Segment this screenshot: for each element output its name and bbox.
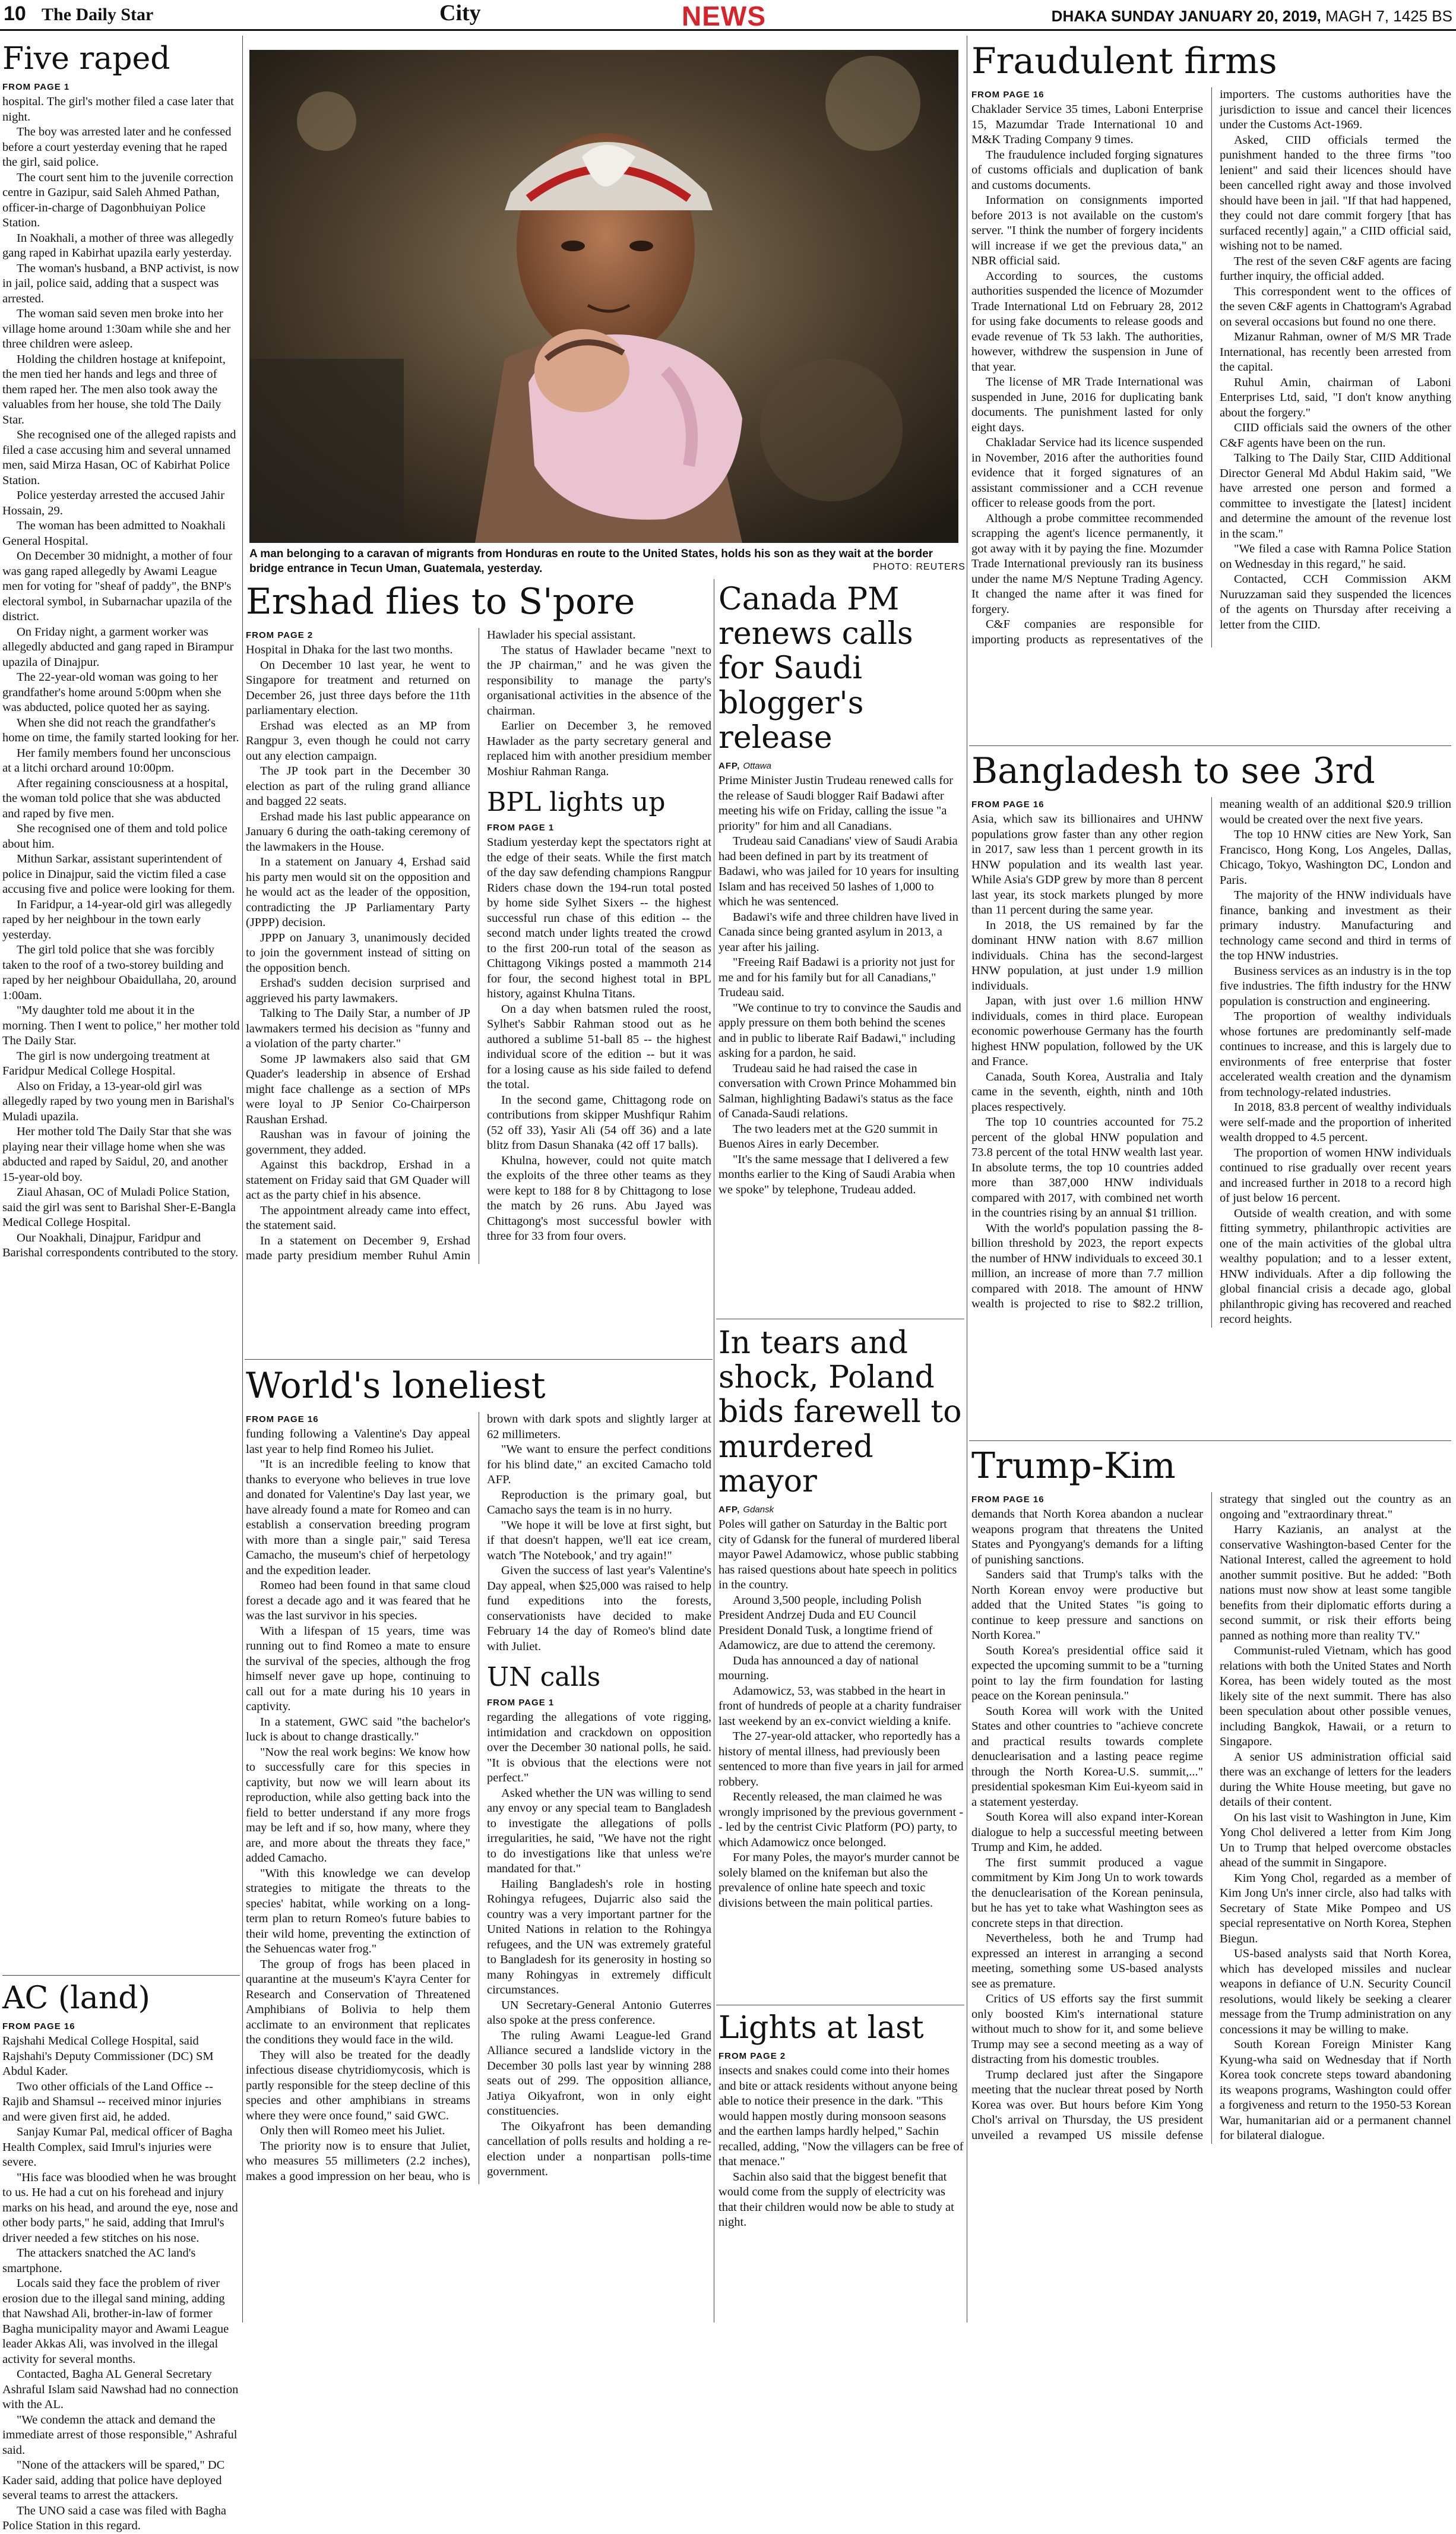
news-photo: [249, 50, 958, 543]
paragraph: The rest of the seven C&F agents are facing further inquiry, the official added.: [1220, 254, 1451, 283]
paragraph: Communist-ruled Vietnam, which has good relations with both the United States and North Korea, has been widely touted as the most likely site of the next summit. There has also been speculation about other possible venues, including Bangkok, Hawaii, or a return to Singapore.: [1220, 1644, 1451, 1749]
paragraph: The top 10 countries accounted for 75.2 percent of the global HNW population and 73.8 percent of the total HNW wealth last year. In absolute terms, the top 10 countries added more than 387,000 HNW individuals compared with 2017, with combined net worth in the countries rising by an annual $1 trillion.: [971, 1116, 1203, 1220]
paragraph: Two other officials of the Land Office -- Rajib and Shamsul -- received minor injuries and were given first aid, he added.: [2, 2080, 221, 2124]
story-ac-land: [2, 1980, 240, 2533]
photo-credit: PHOTO: REUTERS: [873, 562, 966, 572]
paragraph: Against this backdrop, Ershad in a statement on Friday said that GM Quader will act as the party chief in his absence.: [246, 1158, 470, 1202]
paragraph: The priority now is to ensure that Juliet, who measures 55 millimeters (2.2 inches), makes a good impression on her beau, who is brown with dark spots and slightly larger at 62 millimeters.: [246, 1413, 711, 2183]
paragraph: On December 30 midnight, a mother of four was gang raped allegedly by Awami League men for voting for "sheaf of paddy", the BNP's electoral symbol, in Subarnachar upazila of the district.: [2, 549, 233, 624]
paragraph: In Faridpur, a 14-year-old girl was allegedly raped by her neighbour in the town early yesterday.: [2, 898, 232, 941]
paragraph: Trudeau said Canadians' view of Saudi Arabia had been defined in part by its treatment of Badawi, who was jailed for 10 years for insulting Islam and has received 50 lashes of 1,000 to which he was sentenced.: [718, 835, 959, 909]
paragraph: Sanders said that Trump's talks with the North Korean envoy were productive but added that the United States "is going to continue to keep pressure and sanctions on North Korea.": [971, 1568, 1203, 1642]
paragraph: "We filed a case with Ramna Police Station on Wednesday in this regard," he said.: [1220, 542, 1451, 571]
paragraph: The JP took part in the December 30 election as part of the ruling grand alliance and bagged 22 seats.: [246, 764, 470, 808]
column-rule: [242, 36, 243, 2323]
paragraph: Although a probe committee recommended scrapping the agent's licence permanently, it got away with it by paying the fine. Mozumder Trade International previously ran its business under the name M/S Neptune Trading Agency. It changed the name after it was fined for forgery.: [971, 511, 1203, 616]
headline: Canada PM renews calls for Saudi blogger's release: [718, 582, 913, 756]
paragraph: A senior US administration official said there was an exchange of letters for the leaders during the White House meeting, but gave no details of their content.: [1220, 1750, 1451, 1809]
paragraph: Romeo had been found in that same cloud forest a decade ago and it was feared that he was the last survivor in his species.: [246, 1579, 470, 1623]
paragraph: In 2018, the US remained by far the dominant HNW nation with 8.67 million individuals. China has the second-largest HNW population, at just under 1.9 million individuals.: [971, 918, 1203, 993]
headline-un-calls: UN calls: [487, 1662, 601, 1693]
paragraph: According to sources, the customs authorities suspended the licence of Mozumder Trade International Ltd on February 28, 2012 for using fake documents to release goods and evade revenue of Tk 53 lakh. The authorities, however, withdrew the suspension in June of that year.: [971, 269, 1203, 374]
source-agency: AFP,: [718, 1505, 740, 1515]
dateline-main: DHAKA SUNDAY JANUARY 20, 2019,: [1051, 7, 1321, 25]
paragraph: Adamowicz, 53, was stabbed in the heart in front of hundreds of people at a charity fundraiser last weekend by an ex-convict wielding a knife.: [718, 1684, 961, 1728]
headline: Ershad flies to S'pore: [246, 581, 635, 623]
paragraph: demands that North Korea abandon a nuclear weapons program that threatens the United States and Pyongyang's demands for a lifting of punishing sanctions.: [971, 1508, 1203, 1566]
paragraph: Hailing Bangladesh's role in hosting Rohingya refugees, Dujarric also said the country was a very important partner for the United Nations in relation to the Rohingya refugees, and the UN was extremely grateful to Bangladesh for its generosity in hosting so many Rohingyas in extremely difficult circumstances.: [487, 1877, 711, 1997]
paragraph: Japan, with just over 1.6 million HNW individuals, comes in third place. European economic powerhouse Germany has the fourth highest HNW population, followed by the UK and France.: [971, 994, 1203, 1069]
paragraph: "My daughter told me about it in the morning. Then I went to police," her mother told The Daily Star.: [2, 1004, 240, 1048]
paragraph: Around 3,500 people, including Polish President Andrzej Duda and EU Council President Donald Tusk, a longtime friend of Adamowicz, are due to attend the ceremony.: [718, 1593, 936, 1653]
paragraph: In Noakhali, a mother of three was allegedly gang raped in Kabirhat upazila early yesterday.: [2, 231, 234, 260]
paragraph: The court sent him to the juvenile correction centre in Gazipur, said Saleh Ahmed Pathan, officer-in-charge of Dagonbhuiyan Police Station.: [2, 170, 233, 230]
paragraph: Critics of US efforts say the first summit only boosted Kim's international stature without much to show for it, and some believe Trump may see a second meeting as a way of distracting from his domestic troubles.: [971, 1992, 1203, 2067]
paragraph: insects and snakes could come into their homes and bite or attack residents without anyone being able to notice their presence in the dark. "This would happen mostly during monsoon seasons and the earthen lamps hardly helped," Sachin recalled, adding, "Now the villagers can be free of that menace.": [718, 2064, 964, 2169]
paragraph: Badawi's wife and three children have lived in Canada since being granted asylum in 2013, a year after his jailing.: [718, 910, 958, 954]
paragraph: After regaining consciousness at a hospital, the woman told police that she was abducted and raped by five men.: [2, 776, 229, 820]
page-number: 10: [4, 2, 26, 25]
paragraph: South Korea's presidential office said it expected the upcoming summit to be a "turning point to lay the firm foundation for lasting peace on the Korean peninsula.": [971, 1644, 1203, 1703]
story-body-un-calls: [487, 1710, 711, 2180]
section-rule: [969, 1440, 1451, 1441]
paragraph: Ershad's sudden decision surprised and aggrieved his party lawmakers.: [246, 977, 470, 1005]
paragraph: Harry Kazianis, an analyst at the conservative Washington-based Center for the National Interest, called the agreement to hold another summit positive. But he added: "Both nations must now show at least some tangible benefits from their diplomatic efforts during a second summit, or risk their efforts being panned as nothing more than reality TV.": [1220, 1523, 1451, 1642]
paragraph: The majority of the HNW individuals have finance, banking and investment as their primary industry. Manufacturing and technology came second and third in terms of the top HNW industries.: [1220, 889, 1451, 963]
paragraph: The proportion of wealthy individuals whose fortunes are predominantly self-made continues to increase, and this is largely due to environments of free enterprise that foster accelerated wealth creation and the dynamism from technology-related industries.: [1220, 1010, 1451, 1099]
paragraph: JPPP on January 3, unanimously decided to join the government instead of sitting on the opposition bench.: [246, 931, 470, 975]
paragraph: "Now the real work begins: We know how to successfully care for this species in captivity, but now we will learn about its reproduction, while also getting back into the field to better understand if any more frogs may be left and if so, how many, where they are, and more about the threats they face," added Camacho.: [246, 1745, 470, 1865]
section-rule: [969, 745, 1451, 746]
paragraph: Asked whether the UN was willing to send any envoy or any special team to Bangladesh to investigate the allegations of polls irregularities, he said, "We have not the right to do investigations like that unless we're mandated for that.": [487, 1786, 711, 1876]
source-place: Ottawa: [743, 761, 771, 772]
paragraph: Chaklader Service 35 times, Laboni Enterprise 15, Mazumdar Trade International 10 and M&K Trading Company 9 times.: [971, 103, 1203, 147]
paragraph: The two leaders met at the G20 summit in Buenos Aires in early December.: [718, 1122, 938, 1151]
paragraph: On Friday night, a garment worker was allegedly abducted and gang raped in Birampur upazila of Dinajpur.: [2, 625, 234, 669]
section-label: NEWS: [682, 1, 766, 31]
story-source: [718, 1505, 964, 1515]
story-worlds-loneliest: [246, 1366, 711, 2324]
paragraph: The proportion of women HNW individuals continued to rise gradually over recent years and increased further in 2018 to a record high of just below 16 percent.: [1220, 1146, 1451, 1205]
paragraph: Given the success of last year's Valentine's Day appeal, when $25,000 was raised to help fund expeditions into the forests, conservationists have decided to make February 14 the day of Romeo's blind date with Juliet.: [487, 1564, 711, 1653]
paragraph: "Freeing Raif Badawi is a priority not just for me and for his family but for all Canadians," Trudeau said.: [718, 956, 955, 1000]
paragraph: The 22-year-old woman was going to her grandfather's home around 5:00pm when she was abducted, police quoted her as saying.: [2, 671, 221, 715]
paragraph: Recently released, the man claimed he was wrongly imprisoned by the previous government -- led by the centrist Civic Platform (PO) party, to which Adamowicz once belonged.: [718, 1790, 964, 1849]
paragraph: Talking to The Daily Star, CIID Additional Director General Md Abdul Hakim said, "We have arrested one person and formed a committee to investigate the [latest] incident and determine the amount of the revenue lost in the scam.": [1220, 451, 1451, 541]
paragraph: Kim Yong Chol, regarded as a member of Kim Jong Un's inner circle, also had talks with Secretary of State Mike Pompeo and US special representative on North Korea, Stephen Biegun.: [1220, 1871, 1451, 1945]
paragraph: Hospital in Dhaka for the last two months.: [246, 643, 453, 657]
paragraph: The license of MR Trade International was suspended in June, 2016 for duplicating bank documents. The punishment lasted for only eight days.: [971, 375, 1203, 434]
headline-bpl: BPL lights up: [487, 787, 666, 818]
paragraph: Ershad was elected as an MP from Rangpur 3, even though he could not carry out any election campaign.: [246, 719, 470, 763]
story-body: [718, 1517, 964, 1911]
paragraph: The top 10 HNW cities are New York, San Francisco, Hong Kong, Los Angeles, Dallas, Chicago, Tokyo, Washington DC, London and Paris.: [1220, 828, 1451, 887]
paragraph: funding following a Valentine's Day appeal last year to help find Romeo his Juliet.: [246, 1427, 470, 1456]
story-body-bpl: [487, 835, 711, 1244]
paragraph: On a day when batsmen ruled the roost, Sylhet's Sabbir Rahman stood out as he authored a sublime 51-ball 85 -- the highest individual score of the edition -- but it was for a losing cause as his side failed to defend the total.: [487, 1002, 711, 1092]
paragraph: The status of Hawlader became "next to the JP chairman," and he was given the responsibility to manage the party's organisational activities in the absence of the chairman.: [487, 643, 711, 718]
paragraph: Chakladar Service had its licence suspended in November, 2016 after the authorities found evidence that it forged signatures of an assistant commissioner and a CCH revenue officer to release goods from the port.: [971, 436, 1203, 510]
paragraph: The girl told police that she was forcibly taken to the roof of a two-storey building and raped by her neighbour Obaidullaha, 20, around 1:00am.: [2, 943, 236, 1002]
paragraph: Ershad made his last public appearance on January 6 during the oath-taking ceremony of the lawmakers in the House.: [246, 810, 470, 854]
story-source: FROM PAGE 16: [246, 1414, 319, 1425]
paragraph: Some JP lawmakers also said that GM Quader's leadership in absence of Ershad might face challenge as a section of MPs were loyal to JP Senior Co-Chairperson Raushan Ershad.: [246, 1052, 470, 1126]
paragraph: Sanjay Kumar Pal, medical officer of Bagha Health Complex, said Imrul's injuries were severe.: [2, 2125, 233, 2169]
source-agency: AFP,: [718, 761, 740, 772]
paragraph: "We hope it will be love at first sight, but if that doesn't happen, we'll eat ice cream, watch 'The Notebook,' and try again!": [487, 1518, 711, 1562]
paragraph: Khulna, however, could not quite match the exploits of the three other teams as they were kept to 188 for 8 by Chittagong to lose the match by 26 runs. Abu Jayed was Chittagong's most successful bowler with three for 33 from four overs.: [487, 1154, 711, 1243]
paragraph: Earlier on December 3, he removed Hawlader as the party secretary general and replaced him with another presidium member Moshiur Rahman Ranga.: [487, 719, 711, 778]
paragraph: They will also be treated for the deadly infectious disease chytridiomycosis, which is partly responsible for the steep decline of this species and other amphibians in streams where they were once found," said GWC.: [246, 2048, 470, 2122]
paragraph: US-based analysts said that North Korea, which has developed missiles and nuclear weapons in defiance of U.N. Security Council resolutions, would likely be seeking a clearer message from the Trump administration on any concessions it may be willing to make.: [1220, 1947, 1451, 2036]
headline: AC (land): [2, 1980, 150, 2016]
paragraph: Locals said they face the problem of river erosion due to the illegal sand mining, adding that Nawshad Ali, brother-in-law of former Bagha municipality mayor and Awami League leader Akkas Ali, was involved in the illegal activity for several months.: [2, 2277, 229, 2366]
headline: Five raped: [2, 41, 170, 77]
section-name: City: [439, 1, 481, 26]
headline: World's loneliest: [246, 1365, 546, 1407]
paragraph: Canada, South Korea, Australia and Italy came in the seventh, eighth, ninth and 10th places respectively.: [971, 1070, 1203, 1114]
paragraph: For many Poles, the mayor's murder cannot be solely blamed on the knifeman but also the prevalence of online hate speech and toxic divisions between the main political parties.: [718, 1851, 960, 1910]
paragraph: Prime Minister Justin Trudeau renewed calls for the release of Saudi blogger Raif Badawi after meeting his wife on Friday, calling the issue "a priority" for him and all Canadians.: [718, 774, 954, 833]
paragraph: hospital. The girl's mother filed a case later that night.: [2, 95, 234, 124]
paragraph: Ruhul Amin, chairman of Laboni Enterprises Ltd, said, "I don't know anything about the forgery.": [1220, 375, 1451, 419]
headline: Bangladesh to see 3rd: [971, 750, 1375, 792]
paragraph: She recognised one of the alleged rapists and filed a case accusing him and several unnamed men, said Mirza Hasan, OC of Kabirhat Police Station.: [2, 428, 236, 487]
paragraph: Mizanur Rahman, owner of M/S MR Trade International, has recently been arrested from the capital.: [1220, 330, 1451, 374]
paragraph: In 2018, 83.8 percent of wealthy individuals were self-made and the proportion of inherited wealth dropped to 4.5 percent.: [1220, 1101, 1451, 1145]
paragraph: "We condemn the attack and demand the immediate arrest of those responsible," Ashraful said.: [2, 2413, 238, 2457]
paragraph: Outside of wealth creation, and with some fitting symmetry, philanthropic activities are one of the main activities of the global ultra wealthy population; and to a lesser extent, HNW individuals. After a dip following the global financial crisis a decade ago, global philanthropic giving has recovered and reached record heights.: [1220, 1206, 1451, 1326]
paragraph: She recognised one of them and told police about him.: [2, 822, 227, 851]
paragraph: In a statement on January 4, Ershad said his party men would sit on the opposition and he would act as the leader of the opposition, contradicting the JP Parliamentary Party (JPPP) decision.: [246, 855, 470, 930]
paragraph: Talking to The Daily Star, a number of JP lawmakers termed his decision as "funny and a violation of the party charter.": [246, 1007, 470, 1051]
paragraph: Contacted, CCH Commission AKM Nuruzzaman said they suspended the licences of the agents on Thursday after receiving a letter from the CIID.: [1220, 573, 1451, 631]
story-body: [718, 2064, 964, 2230]
paragraph: In a statement on December 9, Ershad made party presidium member Ruhul Amin Hawlader his special assistant.: [246, 628, 636, 1263]
source-place: Gdansk: [743, 1505, 774, 1515]
paragraph: "It is an incredible feeling to know that thanks to everyone who believes in true love and donated for Valentine's Day last year, we have already found a mate for Romeo and can establish a conservation breeding program with more than a single pair," said Teresa Camacho, the museum's chief of herpetology and the expedition leader.: [246, 1458, 470, 1577]
headline: Trump-Kim: [971, 1445, 1176, 1487]
story-body: [718, 773, 964, 1198]
headline: Lights at last: [718, 2010, 924, 2046]
story-source: FROM PAGE 16: [2, 2021, 75, 2032]
paragraph: The woman's husband, a BNP activist, is now in jail, police said, adding that a suspect was arrested.: [2, 261, 239, 305]
paragraph: The girl is now undergoing treatment at Faridpur Medical College Hospital.: [2, 1049, 210, 1078]
paragraph: "With this knowledge we can develop strategies to mitigate the threats to the species' habitat, while working on a long-term plan to return Romeo's future babies to their wild home, preventing the extinction of the Sehuencas water frog.": [246, 1866, 470, 1956]
story-body: [2, 2034, 240, 2534]
paragraph: Rajshahi Medical College Hospital, said Rajshahi's Deputy Commissioner (DC) SM Abdul Kader.: [2, 2034, 214, 2078]
photo-caption: A man belonging to a caravan of migrants from Honduras en route to the United States, holds his son as they wait at the border bridge entrance in Tecun Uman, Guatemala, yesterday.: [249, 548, 933, 575]
paragraph: Only then will Romeo meet his Juliet.: [260, 2124, 445, 2138]
headline: In tears and shock, Poland bids farewell to murdered mayor: [718, 1325, 962, 1499]
story-source: FROM PAGE 16: [971, 1495, 1044, 1505]
paragraph: Raushan was in favour of joining the government, they added.: [246, 1128, 470, 1157]
story-source: FROM PAGE 16: [971, 800, 1044, 810]
paragraph: The woman said seven men broke into her village home around 1:30am while she and her three children were asleep.: [2, 307, 231, 351]
paragraph: The ruling Awami League-led Grand Alliance secured a landslide victory in the December 30 polls last year by winning 288 seats out of 299. The opposition alliance, Jatiya Oikyafront, won in only eight constituencies.: [487, 2029, 711, 2118]
paragraph: The attackers snatched the AC land's smartphone.: [2, 2247, 196, 2275]
paragraph: This correspondent went to the offices of the seven C&F agents in Chattogram's Agrabad on several occasions but found no one there.: [1220, 285, 1451, 328]
paragraph: Reproduction is the primary goal, but Camacho says the team is in no hurry.: [487, 1488, 711, 1517]
story-source: FROM PAGE 2: [718, 2051, 786, 2062]
masthead: [0, 0, 1456, 31]
paragraph: Sachin also said that the biggest benefit that would come from the supply of electricity was that their children would now be able to study at night.: [718, 2170, 954, 2229]
story-source: FROM PAGE 1: [2, 82, 70, 93]
dateline-bangla: MAGH 7, 1425 BS: [1325, 7, 1452, 25]
paragraph: Ziaul Ahasan, OC of Muladi Police Station, said the girl was sent to Barishal Sher-E-Bangla Medical College Hospital.: [2, 1186, 236, 1230]
paragraph: The boy was arrested later and he confessed before a court yesterday evening that he raped the girl, said police.: [2, 125, 232, 169]
paragraph: Trump declared just after the Singapore meeting that the nuclear threat posed by North Korea was over. But hours before Kim Yong Chol's arrival on Thursday, the US president unveiled a revamped US missile defense strategy that singled out the country as an ongoing and "extraordinary threat.": [971, 1493, 1451, 2142]
story-body: [971, 87, 1451, 647]
paragraph: South Korea will work with the United States and other countries to "achieve concrete and practical results towards complete denuclearisation and a lasting peace regime through the North Korea-U.S. summit,..." presidential spokesman Kim Eui-kyeom said in a statement yesterday.: [971, 1704, 1203, 1809]
dateline: [1052, 7, 1452, 26]
story-body: [971, 1492, 1451, 2144]
paper-name: The Daily Star: [42, 5, 154, 24]
story-source: FROM PAGE 16: [971, 90, 1044, 100]
paragraph: Our Noakhali, Dinajpur, Faridpur and Barishal correspondents contributed to the story.: [2, 1231, 239, 1260]
paragraph: When she did not reach the grandfather's home on time, the family started looking for her.: [2, 716, 239, 745]
story-body: [971, 797, 1451, 1328]
paragraph: With the world's population passing the 8-billion threshold by 2023, the report expects the number of HNW individuals to exceed 30.1 million, an increase of more than 7.7 million compared with 2018. The amount of HNW wealth is projected to rise to $82.2 trillion, meaning wealth of an additional $20.9 trillion would be created over the next five years.: [971, 798, 1451, 1311]
paragraph: "His face was bloodied when he was brought to us. He had a cut on his forehead and injury marks on his head, and around the eye, nose and other body parts," he said, adding that Imrul's driver needed a few stitches on his nose.: [2, 2170, 238, 2245]
story-ershad: [246, 582, 711, 1354]
paragraph: "We want to ensure the perfect conditions for his blind date," an excited Camacho told AFP.: [487, 1443, 711, 1487]
paragraph: The fraudulence included forging signatures of customs officials and duplication of bank and customs documents.: [971, 148, 1203, 192]
paragraph: The first summit produced a vague commitment by Kim Jong Un to work towards the denuclearisation of the Korean peninsula, but he has yet to take what Washington sees as concrete steps in that direction.: [971, 1856, 1203, 1930]
paragraph: The group of frogs has been placed in quarantine at the museum's K'ayra Center for Research and Conservation of Threatened Amphibians of Bolivia to help them acclimate to an environment that replicates the conditions they would face in the wild.: [246, 1957, 470, 2047]
paragraph: Her mother told The Daily Star that she was playing near their village home when she was abducted and raped by Saidul, 20, and another 15-year-old boy.: [2, 1125, 232, 1184]
paragraph: The 27-year-old attacker, who reportedly has a history of mental illness, had previously been sentenced to more than five years in jail for armed robbery.: [718, 1730, 964, 1789]
story-body: [2, 94, 240, 1261]
paragraph: UN Secretary-General Antonio Guterres also spoke at the press conference.: [487, 1998, 711, 2027]
paragraph: Holding the children hostage at knifepoint, the men tied her hands and legs and three of them raped her. The men also took away the valuables from her house, she told The Daily Star.: [2, 352, 226, 426]
story-five-raped: [2, 42, 240, 1972]
paragraph: On his last visit to Washington in June, Kim Yong Chol delivered a letter from Kim Jong Un to Trump that helped overcome obstacles ahead of the summit in Singapore.: [1220, 1811, 1451, 1870]
paragraph: "We continue to try to convince the Saudis and apply pressure on them both behind the scenes and in public to liberate Raif Badawi," including asking for a pardon, he said.: [718, 1001, 961, 1060]
story-source: [718, 761, 964, 771]
migrant-father-son-image: [249, 50, 958, 543]
paragraph: Asia, which saw its billionaires and UHNW populations grow faster than any other region in 2017, saw less than 1 percent growth in its HNW population and its wealth last year. While Asia's GDP grew by more than 8 percent last year, its stock markets plunged by more than 11 percent during the same year.: [971, 813, 1203, 917]
paragraph: "It's the same message that I delivered a few months earlier to the King of Saudi Arabia when we spoke" by telephone, Trudeau added.: [718, 1152, 955, 1196]
section-rule: [245, 1359, 713, 1360]
paragraph: Trudeau said he had raised the case in conversation with Crown Prince Mohammed bin Salman, highlighting Badawi's status as the face of Canada-Saudi relations.: [718, 1061, 957, 1121]
section-rule: [2, 1975, 240, 1976]
story-source: FROM PAGE 1: [487, 1698, 555, 1708]
paragraph: Mithun Sarkar, assistant superintendent of police in Dinajpur, said the victim filed a case accusing five and police were looking for them.: [2, 852, 235, 896]
paragraph: Duda has announced a day of national mourning.: [718, 1654, 919, 1683]
paragraph: Asked, CIID officials termed the punishment handed to the three firms "too lenient" and said their licences should have been cancelled right away and those involved should have been in jail. "If that had happened, they could not dare commit forgery [that has surfaced recently] again," a CIID official said, wishing not to be named.: [1220, 133, 1451, 253]
paragraph: The UNO said a case was filed with Bagha Police Station in this regard.: [2, 2504, 226, 2533]
paragraph: Stadium yesterday kept the spectators right at the edge of their seats. While the first match of the day saw defending champions Rangpur Riders chase down the 194-run total posted by home side Sylhet Sixers -- the highest successful run chase of this edition -- the second match under lights treated the crowd to the first 200-run total of the season as Chittagong Vikings posted a mammoth 214 for four, the second highest total in BPL history, against Khulna Titans.: [487, 836, 711, 1001]
paragraph: C&F companies are responsible for importing products as representatives of the importers. The customs authorities have the jurisdiction to issue and cancel their licences under the Customs Act-1969.: [971, 88, 1451, 646]
story-trump-kim: [971, 1446, 1451, 2324]
paragraph: Police yesterday arrested the accused Jahir Hossain, 29.: [2, 489, 225, 517]
story-poland-mayor: [718, 1326, 964, 2002]
paragraph: Nevertheless, both he and Trump had expressed an interest in arranging a second meeting, something some US-based analysts see as premature.: [971, 1932, 1203, 1990]
headline: Fraudulent firms: [971, 40, 1277, 82]
paragraph: On December 10 last year, he went to Singapore for treatment and returned on December 26, just three days before the 11th parliamentary election.: [246, 658, 470, 718]
paragraph: CIID officials said the owners of the other C&F agents have been on the run.: [1220, 421, 1451, 450]
story-source: FROM PAGE 2: [246, 630, 314, 641]
story-lights-at-last: [718, 2011, 964, 2324]
paragraph: South Korean Foreign Minister Kang Kyung-wha said on Wednesday that if North Korea took concrete steps toward abandoning its weapons programs, Washington could offer a forgiveness and return to the 1950-53 Korean War, humanitarian aid or a permanent channel for bilateral dialogue.: [1220, 2038, 1451, 2143]
paragraph: The woman has been admitted to Noakhali General Hospital.: [2, 519, 226, 548]
paragraph: In the second game, Chittagong rode on contributions from skipper Mushfiqur Rahim (52 off 33), Yasir Ali (54 off 36) and a late blitz from Dasun Shanaka (42 off 17 balls).: [487, 1093, 711, 1152]
paragraph: The Oikyafront has been demanding cancellation of polls results and holding a re-election under a nonpartisan polls-time government.: [487, 2119, 711, 2179]
story-source: FROM PAGE 1: [487, 823, 555, 833]
paragraph: Business services as an industry is in the top five industries. The fifth industry for the HNW population is construction and engineering.: [1220, 964, 1451, 1008]
paragraph: In a statement, GWC said "the bachelor's luck is about to change drastically.": [246, 1715, 470, 1744]
story-bangladesh-3rd: [971, 751, 1451, 1437]
paragraph: regarding the allegations of vote rigging, intimidation and crackdown on opposition over the December 30 national polls, he said. "It is obvious that the elections were not perfect.": [487, 1711, 711, 1785]
paragraph: With a lifespan of 15 years, time was running out to find Romeo a mate to ensure the survival of the species, although the frog himself never gave up hope, continuing to call out for a mate during his 10 years in captivity.: [246, 1624, 470, 1714]
paragraph: Poles will gather on Saturday in the Baltic port city of Gdansk for the funeral of murdered liberal mayor Pawel Adamowicz, whose public stabbing has raised questions about hate speech in politics in the country.: [718, 1518, 960, 1592]
paragraph: Her family members found her unconscious at a litchi orchard around 10:00pm.: [2, 746, 231, 775]
story-fraudulent-firms: [971, 42, 1451, 742]
paragraph: Contacted, Bagha AL General Secretary Ashraful Islam said Nawshad had no connection with the AL.: [2, 2368, 239, 2412]
paragraph: "None of the attackers will be spared," DC Kader said, adding that police have deployed several teams to arrest the attackers.: [2, 2459, 225, 2503]
paragraph: Also on Friday, a 13-year-old girl was allegedly raped by two young men in Barishal's Muladi upazila.: [2, 1079, 235, 1123]
paragraph: The appointment already came into effect, the statement said.: [246, 1203, 470, 1233]
paragraph: Information on consignments imported before 2013 is not available on the custom's server. "I think the number of forgery incidents will increase if we get the previous data," an NBR official said.: [971, 194, 1203, 268]
paragraph: South Korea will also expand inter-Korean dialogue to help a successful meeting between Trump and Kim, he added.: [971, 1811, 1203, 1854]
story-canada-pm: [718, 582, 964, 1316]
